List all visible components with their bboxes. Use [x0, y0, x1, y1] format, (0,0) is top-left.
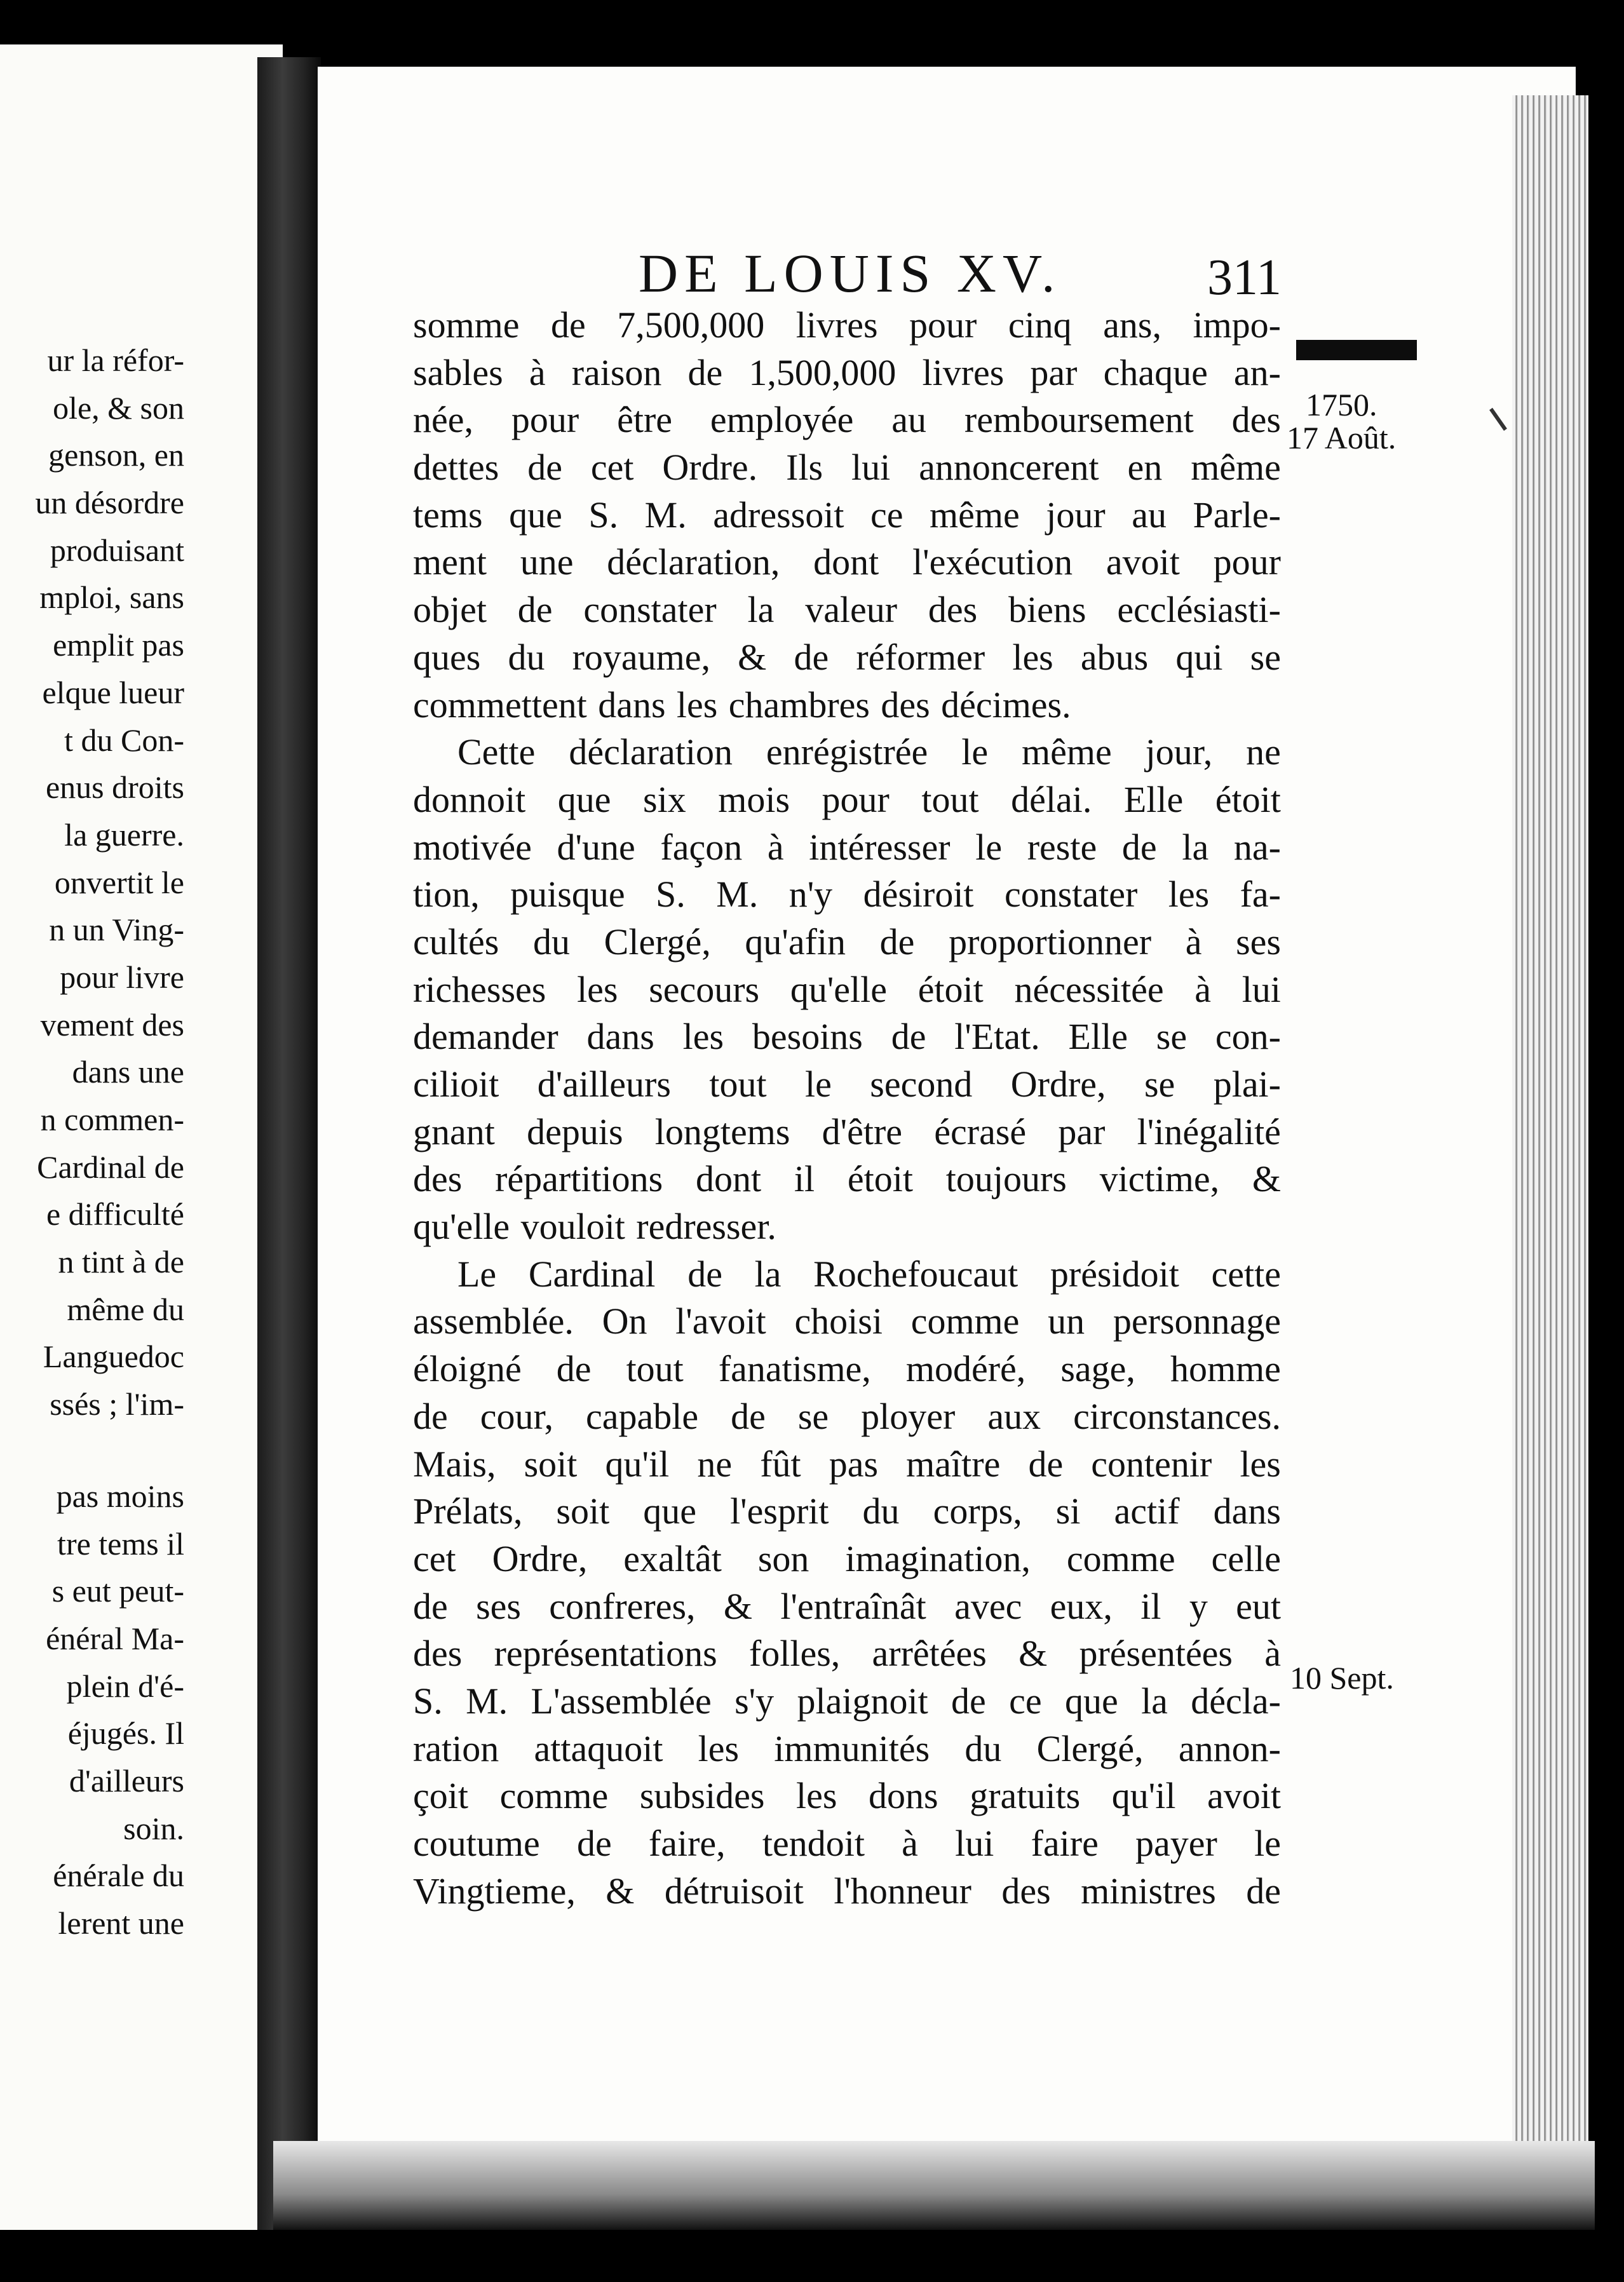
left-page-line: enus droits [45, 769, 184, 806]
text-line: ration attaquoit les immunités du Clergé, annon- [413, 1727, 1281, 1769]
left-page-line: ssés ; l'im- [50, 1386, 184, 1422]
text-line: richesses les secours qu'elle étoit nécessitée à lui [413, 968, 1281, 1010]
margin-date-sept: 10 Sept. [1290, 1660, 1394, 1696]
left-page-line: ur la réfor- [47, 342, 184, 378]
left-page-line: ole, & son [53, 389, 184, 426]
text-line: née, pour être employée au remboursement des [413, 399, 1281, 441]
text-line: objet de constater la valeur des biens ecclésiasti- [413, 589, 1281, 631]
left-page-line: éjugés. Il [67, 1715, 184, 1752]
margin-year: 1750. [1306, 387, 1377, 422]
left-page-line: e difficulté [46, 1196, 184, 1232]
page-number: 311 [1207, 250, 1282, 306]
left-page-line: onvertit le [54, 864, 184, 900]
left-page-line: genson, en [48, 437, 184, 473]
book-gutter [257, 57, 321, 2230]
left-page-line: elque lueur [42, 674, 184, 710]
text-line: motivée d'une façon à intéresser le reste de la na- [413, 826, 1281, 868]
text-line: éloigné de tout fanatisme, modéré, sage, homme [413, 1348, 1281, 1390]
text-line: dettes de cet Ordre. Ils lui annoncerent en même [413, 447, 1281, 489]
left-page-line: vement des [40, 1006, 184, 1043]
left-page-line: pour livre [60, 959, 184, 995]
text-line: de cour, capable de se ployer aux circonstances. [413, 1395, 1281, 1437]
text-line: ment une déclaration, dont l'exécution avoit pour [413, 541, 1281, 583]
text-line: des représentations folles, arrêtées & présentées à [413, 1633, 1281, 1675]
left-page-line: pas moins [56, 1478, 184, 1514]
left-page-line: n commen- [40, 1102, 184, 1137]
text-line: Vingtieme, & détruisoit l'honneur des ministres de [413, 1870, 1281, 1912]
left-page-line: soin. [123, 1810, 184, 1846]
text-line: commettent dans les chambres des décimes. [413, 684, 1071, 726]
text-line: donnoit que six mois pour tout délai. Elle étoit [413, 778, 1281, 820]
text-line: des répartitions dont il étoit toujours victime, & [413, 1158, 1281, 1200]
running-title: DE LOUIS XV. [639, 243, 1062, 304]
left-page-line: énérale du [53, 1858, 184, 1894]
left-page-line [0, 1428, 184, 1473]
text-line: cilioit d'ailleurs tout le second Ordre, se plai- [413, 1063, 1281, 1105]
text-line: coutume de faire, tendoit à lui faire payer le [413, 1823, 1281, 1864]
text-line: Prélats, soit que l'esprit du corps, si actif dans [413, 1490, 1281, 1532]
text-line: tion, puisque S. M. n'y désiroit constater les fa- [413, 874, 1281, 915]
text-line: ques du royaume, & de réformer les abus qui se [413, 636, 1281, 678]
text-line: sables à raison de 1,500,000 livres par chaque an- [413, 351, 1281, 393]
left-page-line: Cardinal de [37, 1149, 184, 1185]
text-line: çoit comme subsides les dons gratuits qu'il avoit [413, 1775, 1281, 1817]
text-line: Mais, soit qu'il ne fût pas maître de contenir les [413, 1443, 1281, 1485]
text-line: Le Cardinal de la Rochefoucaut présidoit cette [457, 1253, 1281, 1295]
margin-date-aout: 17 Août. [1287, 420, 1397, 456]
left-page-line: la guerre. [64, 816, 184, 853]
left-page-line: même du [67, 1291, 184, 1327]
left-page-line: n un Ving- [49, 912, 184, 948]
body-text [413, 302, 1281, 1915]
left-page-line: produisant [50, 532, 184, 568]
text-line: de ses confreres, & l'entraînât avec eux, il y eut [413, 1585, 1281, 1627]
left-page-line: lerent une [58, 1905, 184, 1941]
text-line: assemblée. On l'avoit choisi comme un personnage [413, 1300, 1281, 1342]
left-page-line: mploi, sans [39, 579, 184, 616]
margin-rule [1296, 340, 1417, 360]
text-line: Cette déclaration enrégistrée le même jour, ne [457, 731, 1281, 773]
left-page [0, 44, 283, 2230]
text-line: S. M. L'assemblée s'y plaignoit de ce que la décla- [413, 1680, 1281, 1722]
left-page-line: Languedoc [43, 1339, 184, 1375]
text-line: gnant depuis longtems d'être écrasé par l'inégalité [413, 1111, 1281, 1152]
left-page-line: un désordre [35, 485, 184, 521]
left-page-line: t du Con- [64, 722, 184, 758]
left-page-line: emplit pas [53, 627, 184, 663]
page-edges [1512, 95, 1588, 2179]
text-line: tems que S. M. adressoit ce même jour au Parle- [413, 494, 1281, 536]
left-page-line: s eut peut- [51, 1573, 184, 1609]
left-page-line: plein d'é- [66, 1668, 184, 1704]
left-page-text [0, 337, 184, 1947]
left-page-line: énéral Ma- [46, 1620, 184, 1656]
left-page-line: n tint à de [58, 1244, 184, 1280]
text-line: cultés du Clergé, qu'afin de proportionner à ses [413, 921, 1281, 962]
text-line: demander dans les besoins de l'Etat. Elle se con- [413, 1016, 1281, 1058]
text-line: cet Ordre, exaltât son imagination, comme celle [413, 1537, 1281, 1579]
left-page-line: d'ailleurs [69, 1762, 184, 1799]
page-bottom-shadow [273, 2141, 1595, 2230]
left-page-line: dans une [72, 1054, 184, 1090]
text-line: qu'elle vouloit redresser. [413, 1206, 776, 1248]
left-page-line: tre tems il [57, 1525, 184, 1562]
text-line: somme de 7,500,000 livres pour cinq ans, impo- [413, 304, 1281, 346]
